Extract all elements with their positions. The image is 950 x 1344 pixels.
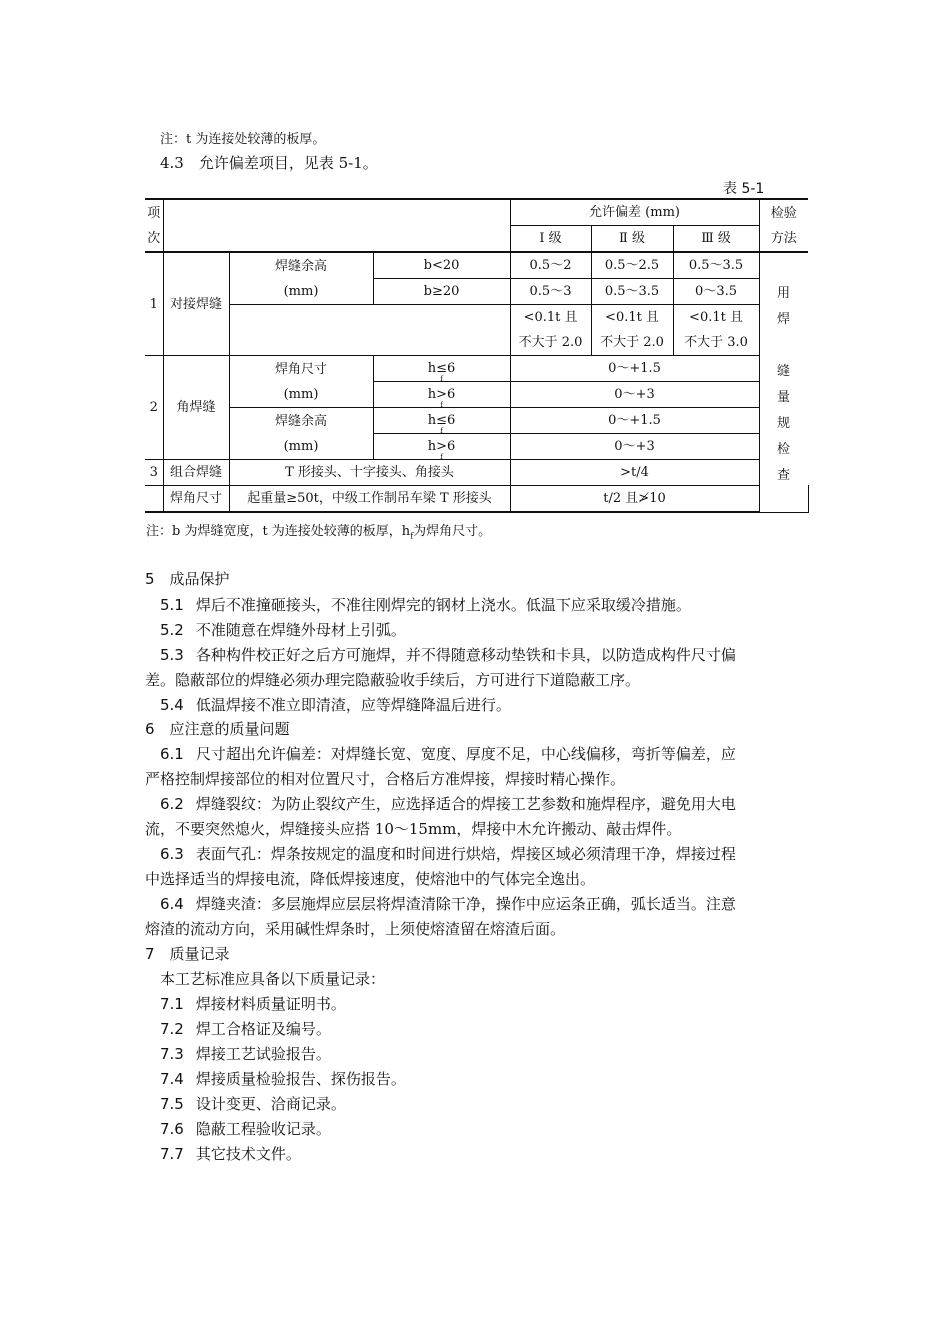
header-tolerance: 允许偏差 (mm) [510, 199, 759, 226]
row2-v2: 0～+3 [510, 382, 759, 408]
row2-cond2: h>6 f [373, 382, 510, 408]
row2-sub-a: 焊角尺寸 (mm) [229, 356, 373, 408]
record-item: 7.6 隐蔽工程验收记录。 [160, 1120, 331, 1138]
table-label: 表 5-1 [723, 181, 765, 197]
record-item: 7.5 设计变更、洽商记录。 [160, 1095, 346, 1113]
row1-v12: 0.5～2.5 [591, 252, 673, 279]
row3-no: 3 [145, 460, 163, 486]
record-item: 7.7 其它技术文件。 [160, 1145, 301, 1163]
para-5-4: 5.4 低温焊接不准立即清渣，应等焊缝降温后进行。 [160, 696, 511, 714]
inspection-method: 用 焊 缝 量 规 检 查 [759, 252, 808, 512]
para-6-3-cont: 中选择适当的焊接电流，降低焊接速度，使熔池中的气体完全逸出。 [145, 870, 596, 888]
section-4-3: 4.3 允许偏差项目，见表 5-1。 [160, 154, 378, 172]
record-item: 7.3 焊接工艺试验报告。 [160, 1045, 331, 1063]
row2-v1: 0～+1.5 [510, 356, 759, 382]
row1-v21: 0.5～3 [510, 279, 591, 305]
para-6-4: 6.4 焊缝夹渣：多层施焊应层层将焊渣清除干净，操作中应运条正确，弧长适当。注意 [160, 895, 736, 913]
note-table: 注：b 为焊缝宽度，t 为连接处较薄的板厚，$h_f$为焊角尺寸。 [146, 524, 492, 541]
row1-sub: 焊缝余高 (mm) [229, 252, 373, 305]
para-6-1-cont: 严格控制焊接部位的相对位置尺寸，合格后方准焊接，焊接时精心操作。 [145, 770, 626, 788]
tolerance-table [145, 198, 808, 513]
note-top: 注：t 为连接处较薄的板厚。 [160, 132, 326, 147]
row2-no: 2 [145, 356, 163, 460]
row1-v23: 0～3.5 [673, 279, 759, 305]
para-6-4-cont: 熔渣的流动方向，采用碱性焊条时，上须使熔渣留在熔渣后面。 [145, 920, 566, 938]
header-item: 项 次 [145, 199, 163, 252]
row2-name: 角焊缝 [163, 356, 229, 460]
row1-cond2: b≥20 [373, 279, 510, 305]
row3-name1: 组合焊缝 [163, 460, 229, 486]
para-5-3-cont: 差。隐蔽部位的焊缝必须办理完隐蔽验收手续后，方可进行下道隐蔽工序。 [145, 671, 641, 689]
record-item: 7.1 焊接材料质量证明书。 [160, 995, 346, 1013]
para-6-2-cont: 流，不要突然熄火，焊缝接头应搭 10～15mm，焊接中木允许搬动、敲击焊件。 [145, 820, 682, 838]
table-row [145, 408, 808, 434]
record-item: 7.4 焊接质量检验报告、探伤报告。 [160, 1070, 406, 1088]
para-6-3: 6.3 表面气孔：焊条按规定的温度和时间进行烘焙，焊接区域必须清理干净，焊接过程 [160, 845, 736, 863]
row1-v22: 0.5～3.5 [591, 279, 673, 305]
row2-v3: 0～+1.5 [510, 408, 759, 434]
row1-blank [229, 305, 510, 356]
row1-name: 对接焊缝 [163, 252, 229, 356]
row3-name2: 焊角尺寸 [163, 486, 229, 513]
row1-v11: 0.5～2 [510, 252, 591, 279]
table-header-row [145, 199, 808, 226]
grade-3: Ⅲ 级 [673, 226, 759, 253]
row1-v13: 0.5～3.5 [673, 252, 759, 279]
section-7-title: 7 质量记录 [145, 945, 230, 963]
para-5-2: 5.2 不准随意在焊缝外母材上引弧。 [160, 621, 406, 639]
row1-no: 1 [145, 252, 163, 356]
table-row [145, 252, 808, 279]
row3-cond1: T 形接头、十字接头、角接头 [229, 460, 510, 486]
header-blank [163, 199, 510, 252]
row1-v32: <0.1t 且 不大于 2.0 [591, 305, 673, 356]
para-6-2: 6.2 焊缝裂纹：为防止裂纹产生，应选择适合的焊接工艺参数和施焊程序，避免用大电 [160, 795, 736, 813]
para-7-intro: 本工艺标准应具备以下质量记录： [160, 970, 386, 988]
table-row [145, 486, 808, 513]
para-5-3: 5.3 各种构件校正好之后方可施焊，并不得随意移动垫铁和卡具，以防造成构件尺寸偏 [160, 646, 736, 664]
row2-sub-b: 焊缝余高 (mm) [229, 408, 373, 460]
row1-v33: <0.1t 且 不大于 3.0 [673, 305, 759, 356]
section-6-title: 6 应注意的质量问题 [145, 720, 290, 738]
section-5-title: 5 成品保护 [145, 570, 230, 588]
grade-1: Ⅰ 级 [510, 226, 591, 253]
header-method: 检验 方法 [759, 199, 808, 252]
grade-2: Ⅱ 级 [591, 226, 673, 253]
row3-v1: >t/4 [510, 460, 759, 486]
row3-cond2: 起重量≥50t，中级工作制吊车梁 T 形接头 [229, 486, 510, 513]
para-5-1: 5.1 焊后不准撞砸接头，不准往刚焊完的钢材上浇水。低温下应采取缓冷措施。 [160, 596, 691, 614]
row1-cond1: b<20 [373, 252, 510, 279]
row2-cond1: h≤6 f [373, 356, 510, 382]
row3-no-cont [145, 486, 163, 513]
record-item: 7.2 焊工合格证及编号。 [160, 1020, 331, 1038]
table-row [145, 356, 808, 382]
row2-cond3: h≤6 f [373, 408, 510, 434]
para-6-1: 6.1 尺寸超出允许偏差：对焊缝长宽、宽度、厚度不足，中心线偏移，弯折等偏差，应 [160, 745, 736, 763]
row2-cond4: h>6 f [373, 434, 510, 460]
table-row [145, 460, 808, 486]
row1-v31: <0.1t 且 不大于 2.0 [510, 305, 591, 356]
row3-v2: t/2 且≯10 [510, 486, 759, 513]
row2-v4: 0～+3 [510, 434, 759, 460]
